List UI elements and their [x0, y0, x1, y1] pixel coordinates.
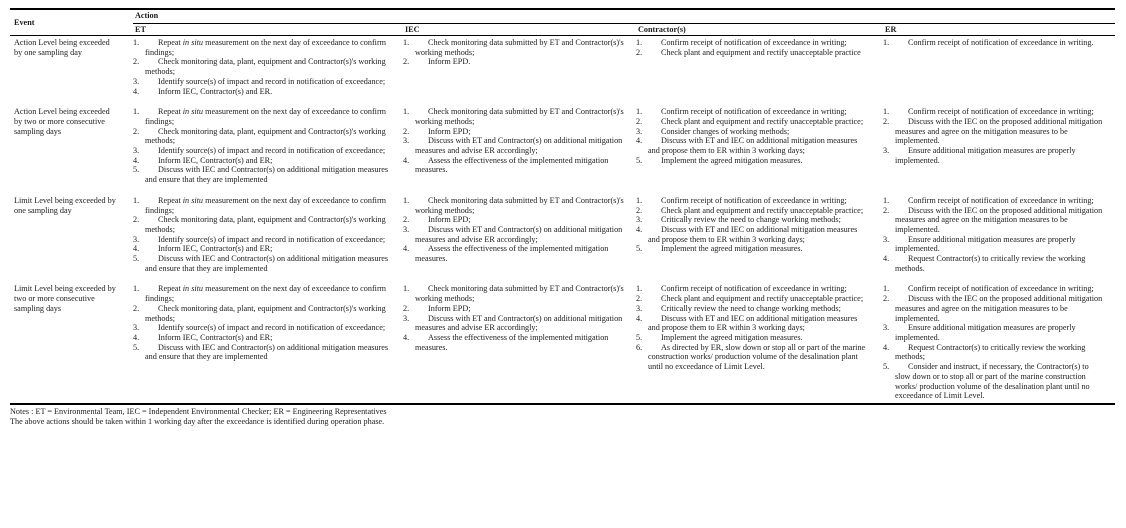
action-item-text: Confirm receipt of notification of exceedance in writing;	[661, 38, 847, 47]
action-item-number: 3.	[133, 76, 140, 86]
action-item-text: Check monitoring data submitted by ET and Contractor(s)'s working methods;	[415, 107, 624, 126]
action-item-text: Critically review the need to change working methods;	[661, 215, 841, 225]
event-cell: Limit Level being exceeded by one sampling day	[14, 195, 116, 215]
table-notes	[10, 407, 1115, 426]
action-item-text: Confirm receipt of notification of exceedance in writing;	[661, 284, 847, 294]
action-item-text: Implement the agreed mitigation measures.	[661, 155, 803, 165]
contractors-actions-cell	[636, 196, 883, 274]
action-item	[636, 127, 871, 137]
action-item-number: 2.	[636, 294, 643, 304]
action-item	[883, 235, 1103, 254]
action-item-text: Ensure additional mitigation measures are properly implemented.	[895, 234, 1076, 254]
action-item-number: 5.	[636, 155, 643, 165]
action-item-number: 2.	[133, 303, 140, 313]
action-item-number: 2.	[403, 303, 410, 313]
action-item-number: 4.	[636, 313, 643, 323]
action-item	[133, 156, 391, 166]
action-item-text: Check monitoring data submitted by ET and Contractor(s)'s working methods;	[415, 284, 624, 304]
action-item	[403, 127, 624, 137]
table-row	[10, 196, 1115, 274]
italic-phrase: in situ	[182, 195, 204, 205]
action-item-text: Assess the effectiveness of the implemented mitigation measures.	[415, 155, 609, 175]
action-item-number: 2.	[636, 116, 643, 126]
iec-actions-cell	[403, 196, 636, 274]
action-item-number: 3.	[403, 136, 410, 146]
action-item	[636, 38, 871, 48]
action-item-number: 1.	[403, 284, 410, 294]
action-item	[636, 48, 871, 58]
et-actions-cell	[133, 107, 403, 185]
action-item-number: 1.	[403, 107, 410, 117]
event-header-label: Event	[14, 17, 35, 27]
iec-actions-cell	[403, 38, 636, 96]
action-item-number: 4.	[133, 244, 140, 254]
action-item-number: 3.	[133, 234, 140, 244]
action-item-text: Discuss with ET and Contractor(s) on additional mitigation measures and advise ER accordingly;	[415, 313, 623, 333]
iec-actions-cell	[403, 284, 636, 400]
action-item-text: Identify source(s) of impact and record in notification of exceedance;	[158, 323, 386, 333]
action-item-number: 1.	[133, 38, 140, 47]
action-item-text: Consider changes of working methods;	[661, 126, 790, 136]
action-item-number: 1.	[883, 38, 890, 47]
action-item	[133, 215, 391, 234]
action-item-text: Repeat in situ measurement on the next day of exceedance to confirm findings;	[145, 195, 387, 215]
action-item	[133, 244, 391, 254]
action-item-number: 3.	[636, 126, 643, 136]
table-header	[10, 8, 1115, 36]
action-item-text: Implement the agreed mitigation measures.	[661, 332, 803, 342]
et-actions-cell	[133, 284, 403, 400]
action-item-text: Discuss with the IEC on the proposed additional mitigation measures and agree on the mitigation measures to be implemented.	[895, 205, 1103, 234]
action-item	[403, 284, 624, 303]
action-item-number: 5.	[133, 254, 140, 264]
action-item	[133, 343, 391, 362]
action-item	[133, 165, 391, 184]
action-item-text: Discuss with ET and Contractor(s) on additional mitigation measures and advise ER accordingly;	[415, 224, 623, 244]
italic-phrase: in situ	[182, 38, 204, 47]
action-item	[636, 284, 871, 294]
action-item	[403, 304, 624, 314]
action-item	[133, 77, 391, 87]
action-item-text: Inform EPD;	[428, 215, 471, 225]
action-item-number: 2.	[883, 205, 890, 215]
action-item	[883, 206, 1103, 235]
action-item	[403, 136, 624, 155]
action-item-number: 3.	[883, 323, 890, 333]
action-item	[403, 38, 624, 57]
action-item	[403, 57, 624, 67]
action-item-number: 1.	[883, 107, 890, 117]
action-item-text: Assess the effectiveness of the implemented mitigation measures.	[415, 244, 609, 264]
action-item-number: 1.	[133, 284, 140, 294]
action-item-number: 3.	[883, 146, 890, 156]
action-item-text: Discuss with ET and IEC on additional mitigation measures and propose them to ER within 3 working days;	[648, 136, 858, 156]
action-item-number: 4.	[636, 224, 643, 234]
action-item-number: 4.	[133, 86, 140, 96]
action-item-number: 5.	[636, 244, 643, 254]
action-item	[133, 284, 391, 303]
action-item	[636, 244, 871, 254]
action-item	[133, 196, 391, 215]
action-item-text: Inform IEC, Contractor(s) and ER;	[158, 155, 273, 165]
action-item-number: 3.	[133, 323, 140, 333]
er-actions-cell	[883, 284, 1115, 400]
action-item-text: Check plant and equipment and rectify unacceptable practice	[661, 47, 861, 57]
italic-phrase: in situ	[182, 107, 204, 117]
action-item	[883, 294, 1103, 323]
action-item-number: 3.	[403, 224, 410, 234]
action-item	[133, 87, 391, 97]
action-item	[636, 136, 871, 155]
action-item	[403, 244, 624, 263]
action-item-number: 4.	[403, 244, 410, 254]
er-actions-cell	[883, 196, 1115, 274]
et-actions-cell	[133, 38, 403, 96]
action-item	[133, 333, 391, 343]
action-item	[636, 206, 871, 216]
action-item-text: Ensure additional mitigation measures are properly implemented.	[895, 323, 1076, 342]
action-subheader-row	[133, 24, 1115, 35]
notes-line-timing: The above actions should be taken within 1 working day after the exceedance is identified during operation phase.	[10, 416, 385, 426]
action-item	[636, 333, 871, 343]
action-item-text: Check plant and equipment and rectify unacceptable practice;	[661, 116, 864, 126]
action-item-number: 2.	[636, 205, 643, 215]
action-item-text: Discuss with ET and Contractor(s) on additional mitigation measures and advise ER accordingly;	[415, 136, 623, 156]
action-item	[883, 146, 1103, 165]
action-item-number: 2.	[883, 116, 890, 126]
action-item	[883, 38, 1103, 48]
action-item-number: 3.	[636, 215, 643, 225]
action-item	[883, 343, 1103, 362]
italic-phrase: in situ	[182, 284, 204, 294]
action-item-text: Discuss with ET and IEC on additional mitigation measures and propose them to ER within 3 working days;	[648, 224, 858, 244]
action-item-number: 5.	[883, 362, 890, 372]
action-item-text: Check monitoring data, plant, equipment and Contractor(s)'s working methods;	[145, 57, 386, 77]
action-item-number: 2.	[636, 47, 643, 57]
action-item-number: 3.	[403, 313, 410, 323]
action-item	[133, 304, 391, 323]
action-item-number: 3.	[636, 303, 643, 313]
action-item-text: Inform IEC, Contractor(s) and ER.	[158, 86, 273, 96]
action-item-number: 4.	[133, 155, 140, 165]
action-item-text: Repeat in situ measurement on the next day of exceedance to confirm findings;	[145, 38, 387, 57]
action-item	[636, 117, 871, 127]
action-item-text: Confirm receipt of notification of exceedance in writing;	[661, 195, 847, 205]
column-header-er: ER	[885, 25, 897, 34]
action-item-text: As directed by ER, slow down or stop all or part of the marine construction works/ production volume of the desalination plant until no exceedance of Limit Level.	[648, 342, 866, 372]
action-item-text: Inform EPD;	[428, 303, 471, 313]
action-item	[403, 333, 624, 352]
action-item-text: Confirm receipt of notification of exceedance in writing;	[908, 107, 1094, 117]
action-item	[133, 235, 391, 245]
action-item-number: 4.	[133, 332, 140, 342]
er-actions-cell	[883, 38, 1115, 96]
action-item-text: Check monitoring data submitted by ET and Contractor(s)'s working methods;	[415, 195, 624, 215]
action-item-text: Repeat in situ measurement on the next day of exceedance to confirm findings;	[145, 107, 387, 126]
contractors-actions-cell	[636, 107, 883, 185]
column-header-et: ET	[135, 25, 146, 34]
action-item-text: Check monitoring data, plant, equipment and Contractor(s)'s working methods;	[145, 126, 386, 146]
action-item	[403, 107, 624, 126]
action-item	[883, 284, 1103, 294]
action-item	[133, 323, 391, 333]
action-item-number: 2.	[133, 215, 140, 225]
column-header-action: Action	[133, 10, 1115, 24]
action-item	[133, 254, 391, 273]
action-item	[636, 215, 871, 225]
action-item	[403, 225, 624, 244]
action-item-text: Check monitoring data, plant, equipment and Contractor(s)'s working methods;	[145, 303, 386, 323]
event-cell: Action Level being exceeded by two or more consecutive sampling days	[14, 107, 110, 136]
action-item-number: 3.	[133, 146, 140, 156]
action-item-text: Repeat in situ measurement on the next day of exceedance to confirm findings;	[145, 284, 387, 304]
event-cell: Limit Level being exceeded by two or more consecutive sampling days	[14, 284, 116, 313]
event-cell: Action Level being exceeded by one sampling day	[14, 38, 110, 57]
action-item-text: Inform EPD;	[428, 126, 471, 136]
action-item-text: Inform IEC, Contractor(s) and ER;	[158, 244, 273, 254]
action-item	[883, 323, 1103, 342]
action-item-number: 1.	[883, 195, 890, 205]
action-item-text: Implement the agreed mitigation measures.	[661, 244, 803, 254]
action-item-text: Identify source(s) of impact and record in notification of exceedance;	[158, 234, 386, 244]
action-header-block	[133, 10, 1115, 35]
action-item-number: 4.	[883, 254, 890, 264]
action-item	[883, 117, 1103, 146]
action-item	[133, 146, 391, 156]
action-item-number: 6.	[636, 342, 643, 352]
action-item-number: 1.	[883, 284, 890, 294]
action-item-text: Confirm receipt of notification of exceedance in writing;	[661, 107, 847, 117]
table-row	[10, 284, 1115, 400]
action-item-number: 3.	[883, 234, 890, 244]
action-item	[636, 107, 871, 117]
action-item-text: Discuss with IEC and Contractor(s) on additional mitigation measures and ensure that they are implemented	[145, 165, 389, 185]
action-item	[403, 196, 624, 215]
action-item	[133, 57, 391, 76]
action-item	[883, 107, 1103, 117]
action-item-text: Discuss with the IEC on the proposed additional mitigation measures and agree on the mitigation measures to be implemented.	[895, 116, 1103, 146]
action-item	[133, 38, 391, 57]
action-item-number: 2.	[133, 57, 140, 67]
event-action-plan-table	[10, 8, 1115, 405]
action-item-number: 4.	[403, 155, 410, 165]
action-item-number: 5.	[133, 165, 140, 175]
action-item-number: 5.	[636, 332, 643, 342]
action-item-number: 4.	[403, 332, 410, 342]
action-item-text: Inform IEC, Contractor(s) and ER;	[158, 332, 273, 342]
er-actions-cell	[883, 107, 1115, 185]
action-item-number: 1.	[133, 107, 140, 117]
action-item	[133, 127, 391, 146]
action-item-number: 2.	[883, 294, 890, 304]
action-item-text: Critically review the need to change working methods;	[661, 303, 841, 313]
action-item-text: Check monitoring data submitted by ET and Contractor(s)'s working methods;	[415, 38, 624, 57]
action-item-number: 1.	[636, 107, 643, 117]
action-item	[133, 107, 391, 126]
action-item-text: Consider and instruct, if necessary, the Contractor(s) to slow down or to stop all or part of the marine construction works/ production volume of the desalination plant until no exceedance of Limit Level.	[895, 362, 1090, 401]
action-item-text: Discuss with IEC and Contractor(s) on additional mitigation measures and ensure that they are implemented	[145, 254, 389, 273]
action-item-number: 1.	[636, 195, 643, 205]
action-item	[636, 294, 871, 304]
notes-line-abbreviations: Notes : ET = Environmental Team, IEC = Independent Environmental Checker; ER = Engineering Representatives	[10, 406, 387, 416]
action-item	[636, 304, 871, 314]
action-item-number: 2.	[133, 126, 140, 136]
action-item-text: Discuss with IEC and Contractor(s) on additional mitigation measures and ensure that they are implemented	[145, 342, 389, 362]
action-item-text: Confirm receipt of notification of exceedance in writing;	[908, 284, 1094, 294]
action-item-text: Ensure additional mitigation measures are properly implemented.	[895, 146, 1076, 165]
et-actions-cell	[133, 196, 403, 274]
action-item	[883, 196, 1103, 206]
action-item-number: 1.	[636, 38, 643, 47]
action-item-text: Confirm receipt of notification of exceedance in writing;	[908, 195, 1094, 205]
action-item-text: Assess the effectiveness of the implemented mitigation measures.	[415, 332, 609, 352]
column-header-iec: IEC	[405, 25, 420, 34]
action-item-text: Request Contractor(s) to critically review the working methods;	[895, 342, 1086, 362]
action-item	[403, 215, 624, 225]
action-item-number: 1.	[636, 284, 643, 294]
table-row	[10, 107, 1115, 185]
action-item-text: Discuss with ET and IEC on additional mitigation measures and propose them to ER within 3 working days;	[648, 313, 858, 333]
action-item-text: Inform EPD.	[428, 57, 471, 67]
iec-actions-cell	[403, 107, 636, 185]
action-item	[636, 225, 871, 244]
action-item-text: Discuss with the IEC on the proposed additional mitigation measures and agree on the mitigation measures to be implemented.	[895, 294, 1103, 323]
action-item	[636, 343, 871, 372]
action-item-text: Check plant and equipment and rectify unacceptable practice;	[661, 294, 864, 304]
action-item	[883, 362, 1103, 401]
action-item-number: 5.	[133, 342, 140, 352]
action-item	[636, 156, 871, 166]
action-item-number: 1.	[133, 195, 140, 205]
action-item-number: 2.	[403, 57, 410, 67]
action-item-number: 4.	[636, 136, 643, 146]
action-item	[403, 314, 624, 333]
action-item-text: Identify source(s) of impact and record in notification of exceedance;	[158, 76, 386, 86]
action-item-text: Check monitoring data, plant, equipment and Contractor(s)'s working methods;	[145, 215, 386, 234]
action-item-number: 4.	[883, 342, 890, 352]
action-item-text: Confirm receipt of notification of exceedance in writing.	[908, 38, 1094, 47]
action-item	[636, 196, 871, 206]
action-item-number: 1.	[403, 38, 410, 47]
table-body	[10, 36, 1115, 405]
contractors-actions-cell	[636, 284, 883, 400]
action-item-number: 1.	[403, 195, 410, 205]
column-header-contractors: Contractor(s)	[638, 25, 686, 34]
action-item-number: 2.	[403, 126, 410, 136]
contractors-actions-cell	[636, 38, 883, 96]
action-item	[403, 156, 624, 175]
action-item	[636, 314, 871, 333]
action-item	[883, 254, 1103, 273]
action-item-number: 2.	[403, 215, 410, 225]
action-item-text: Check plant and equipment and rectify unacceptable practice;	[661, 205, 864, 215]
table-row	[10, 38, 1115, 96]
column-header-event	[10, 10, 133, 35]
action-item-text: Request Contractor(s) to critically review the working methods.	[895, 254, 1086, 273]
action-item-text: Identify source(s) of impact and record in notification of exceedance;	[158, 146, 386, 156]
